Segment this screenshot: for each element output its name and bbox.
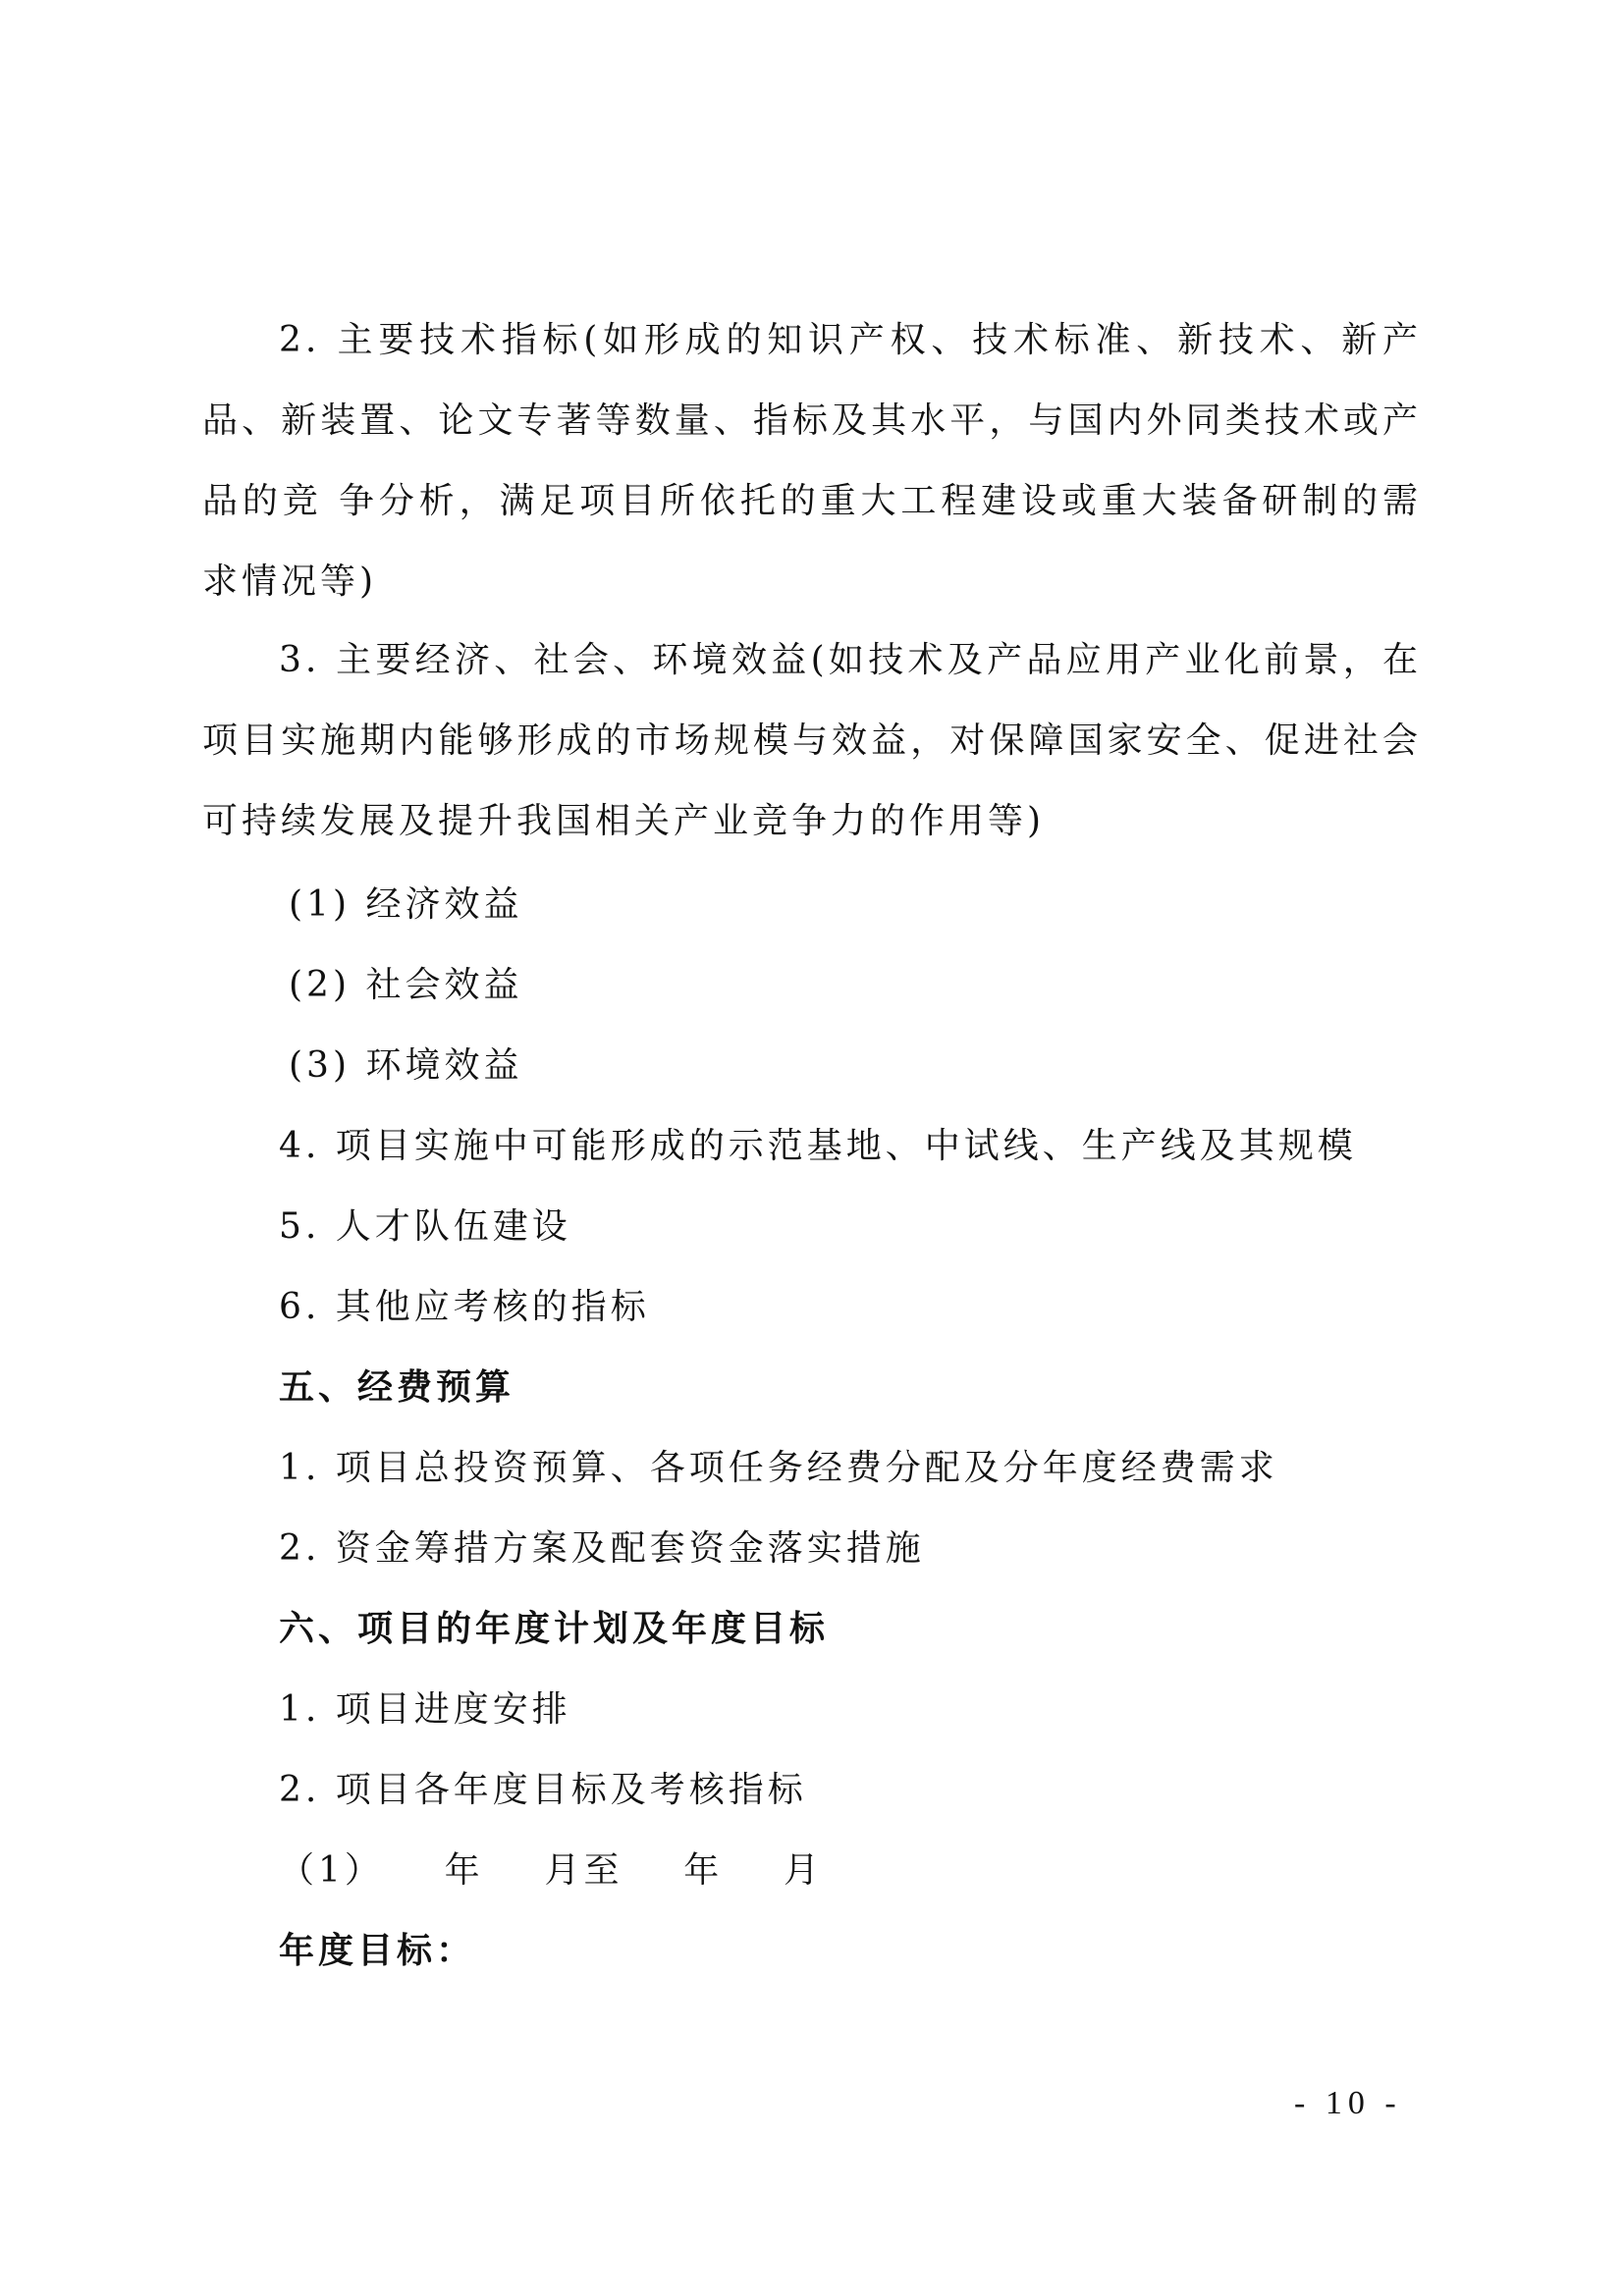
item-demonstration-base: 4. 项目实施中可能形成的示范基地、中试线、生产线及其规模: [279, 1126, 1357, 1166]
section-heading-budget: 五、经费预算: [279, 1367, 515, 1408]
page-number: - 10 -: [1294, 2085, 1402, 2121]
item-total-investment-budget: 1. 项目总投资预算、各项任务经费分配及分年度经费需求: [279, 1448, 1278, 1488]
annual-goal-label: 年度目标：: [279, 1931, 476, 1971]
item-period-range: （1） 年 月至 年 月: [279, 1850, 823, 1891]
item-funding-plan: 2. 资金筹措方案及配套资金落实措施: [279, 1528, 925, 1569]
section-heading-annual-plan: 六、项目的年度计划及年度目标: [279, 1609, 830, 1649]
paragraph-main-technical-indicators: 2. 主要技术指标(如形成的知识产权、技术标准、新技术、新产品、新装置、论文专著等数量、指标及其水平，与国内外同类技术或产品的竞 争分析，满足项目所依托的重大工程建设或重大装备研制的需求情况等): [202, 320, 1422, 602]
item-social-benefit: (2) 社会效益: [289, 965, 523, 1005]
item-other-indicators: 6. 其他应考核的指标: [279, 1287, 650, 1327]
paragraph-economic-social-environmental-benefits: 3. 主要经济、社会、环境效益(如技术及产品应用产业化前景，在项目实施期内能够形成的市场规模与效益，对保障国家安全、促进社会可持续发展及提升我国相关产业竞争力的作用等): [202, 640, 1422, 841]
item-economic-benefit: (1) 经济效益: [289, 884, 523, 925]
item-progress-schedule: 1. 项目进度安排: [279, 1689, 571, 1730]
item-talent-team: 5. 人才队伍建设: [279, 1206, 571, 1247]
item-environmental-benefit: (3) 环境效益: [289, 1045, 523, 1086]
item-annual-targets: 2. 项目各年度目标及考核指标: [279, 1770, 807, 1810]
